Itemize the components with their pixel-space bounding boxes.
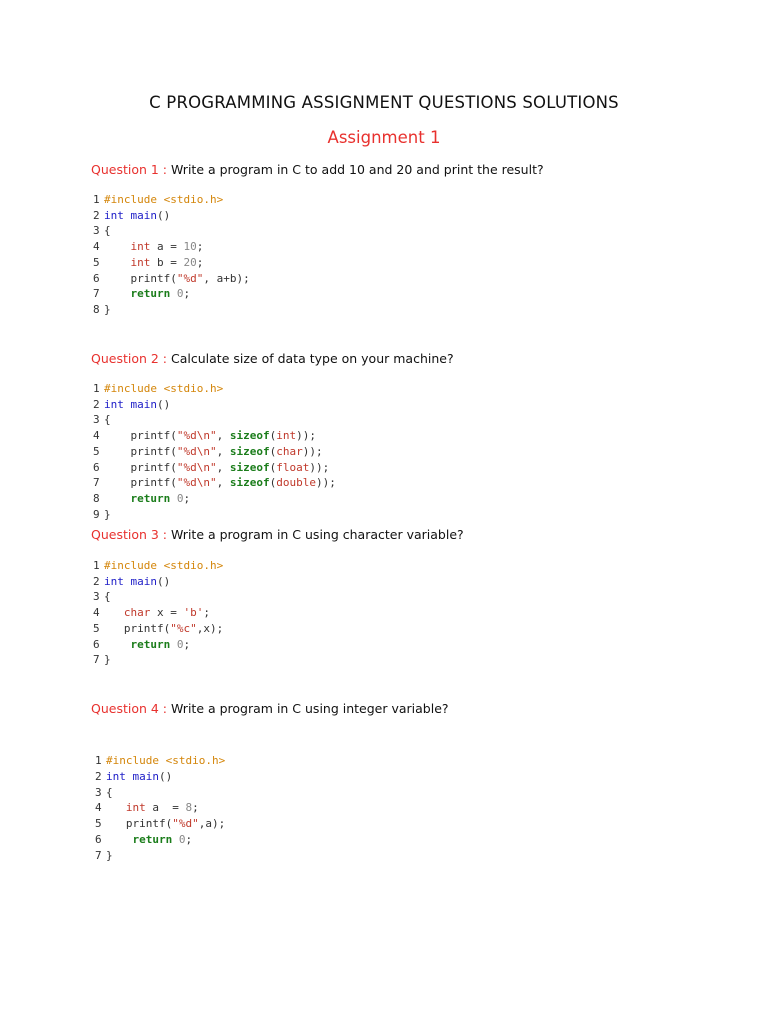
code-token: 10 (183, 240, 197, 254)
code-line (93, 381, 336, 397)
code-token (124, 209, 131, 222)
line-number: 6 (93, 271, 100, 285)
code-token: printf( (106, 817, 173, 831)
line-number: 5 (93, 255, 100, 269)
code-token (104, 240, 131, 253)
code-token: "%d\n" (176, 460, 217, 474)
line-number: 5 (93, 444, 100, 458)
code-token: 8 (185, 801, 193, 815)
code-token: ; (185, 832, 193, 846)
question-1 (91, 162, 544, 177)
line-number: 9 (93, 507, 100, 521)
code-token: ( (269, 476, 277, 490)
code-block-1 (93, 192, 250, 318)
code-token: ,x); (196, 621, 224, 635)
code-token: int (104, 397, 124, 411)
code-token: 0 (178, 832, 186, 846)
code-line (95, 769, 225, 785)
code-token: int (276, 429, 297, 443)
line-number: 1 (93, 559, 100, 572)
code-token: { (104, 590, 111, 604)
line-number: 4 (95, 801, 102, 815)
code-token: ( (269, 429, 277, 443)
code-token: return (130, 491, 171, 505)
question-2-label: Question 2 : (91, 351, 168, 366)
code-token: { (104, 224, 111, 238)
line-number: 6 (95, 832, 102, 846)
code-token: } (104, 653, 111, 667)
code-token: , (216, 460, 230, 474)
code-token: main (130, 574, 157, 588)
code-token: , a+b); (203, 271, 250, 285)
code-token (170, 287, 177, 300)
code-token: ,a); (198, 817, 226, 831)
code-token: int (106, 769, 126, 783)
code-token: , (216, 444, 230, 458)
code-token: printf( (104, 621, 171, 635)
code-line (93, 475, 336, 491)
code-token: int (130, 255, 151, 269)
line-number: 4 (93, 240, 100, 254)
assignment-title: Assignment 1 (327, 128, 441, 147)
code-token: b = (150, 255, 184, 269)
line-number: 2 (93, 397, 100, 411)
code-line (93, 302, 250, 318)
question-4-label: Question 4 : (91, 701, 168, 716)
code-line (93, 605, 223, 621)
code-line (93, 397, 336, 413)
code-line (95, 753, 225, 769)
code-token (104, 256, 131, 269)
code-token: } (106, 848, 113, 862)
code-token: return (132, 832, 173, 846)
code-token: #include <stdio.h> (106, 754, 226, 767)
code-token (104, 638, 131, 651)
line-number: 2 (93, 208, 100, 222)
code-token: printf( (104, 476, 177, 490)
code-token (104, 492, 131, 505)
code-token: } (104, 507, 111, 521)
line-number: 2 (95, 769, 102, 783)
code-line (93, 412, 336, 428)
code-token: "%c" (170, 621, 197, 635)
code-token: sizeof (229, 460, 270, 474)
line-number: 5 (93, 621, 100, 635)
code-token (126, 770, 133, 783)
code-token: char (276, 444, 303, 458)
code-line (93, 208, 250, 224)
document-title: C PROGRAMMING ASSIGNMENT QUESTIONS SOLUTIONS (149, 93, 619, 112)
code-token: "%d\n" (176, 444, 217, 458)
code-token: printf( (104, 271, 177, 285)
code-token: } (104, 302, 111, 316)
code-token: a = (145, 801, 186, 815)
code-token: #include <stdio.h> (104, 382, 224, 395)
code-token (124, 575, 131, 588)
code-line (93, 223, 250, 239)
code-line (93, 460, 336, 476)
code-token: #include <stdio.h> (104, 559, 224, 572)
code-line (93, 652, 223, 668)
code-token: "%d\n" (176, 429, 217, 443)
code-token: ; (196, 240, 204, 254)
code-line (93, 491, 336, 507)
code-token: int (104, 208, 124, 222)
line-number: 2 (93, 574, 100, 588)
code-token: , (216, 429, 230, 443)
question-3-label: Question 3 : (91, 527, 168, 542)
question-2 (91, 351, 454, 366)
code-block-4 (95, 753, 225, 864)
line-number: 4 (93, 606, 100, 620)
code-token: ; (183, 637, 191, 651)
code-block-2 (93, 381, 336, 522)
code-token: )); (302, 444, 323, 458)
code-line (93, 255, 250, 271)
code-token: "%d\n" (176, 476, 217, 490)
code-token: sizeof (229, 429, 270, 443)
code-token (172, 833, 179, 846)
code-token: () (157, 397, 171, 411)
question-3 (91, 527, 464, 542)
code-token: )); (309, 460, 330, 474)
code-line (93, 239, 250, 255)
code-token (170, 492, 177, 505)
line-number: 3 (93, 590, 100, 604)
code-line (93, 637, 223, 653)
code-token (104, 606, 124, 619)
code-line (93, 444, 336, 460)
code-token: ; (183, 287, 191, 301)
code-token: 0 (176, 287, 184, 301)
code-line (95, 848, 225, 864)
code-token: sizeof (229, 476, 270, 490)
code-token: sizeof (229, 444, 270, 458)
code-token: 0 (176, 491, 184, 505)
code-token: ; (192, 801, 199, 815)
code-token: { (104, 413, 111, 427)
code-token: ; (203, 606, 210, 620)
code-token: () (159, 769, 173, 783)
code-token: printf( (104, 444, 177, 458)
line-number: 5 (95, 817, 102, 831)
code-token: int (104, 574, 124, 588)
code-line (93, 621, 223, 637)
code-token: ( (269, 460, 277, 474)
code-token: 'b' (183, 606, 204, 620)
code-token: printf( (104, 429, 177, 443)
code-token: )); (315, 476, 336, 490)
code-line (93, 574, 223, 590)
code-line (93, 192, 250, 208)
code-token: )); (296, 429, 316, 443)
code-token (106, 801, 126, 814)
question-1-label: Question 1 : (91, 162, 168, 177)
line-number: 7 (93, 653, 100, 667)
code-token: int (125, 801, 146, 815)
code-token: () (157, 208, 171, 222)
line-number: 8 (93, 491, 100, 505)
code-line (93, 428, 336, 444)
code-token: main (130, 208, 157, 222)
line-number: 1 (93, 193, 100, 206)
code-token: int (130, 240, 151, 254)
line-number: 3 (93, 224, 100, 238)
code-token: ( (269, 444, 277, 458)
code-token: printf( (104, 460, 177, 474)
code-line (93, 507, 336, 523)
code-line (93, 589, 223, 605)
question-3-text: Write a program in C using character variable? (167, 527, 464, 542)
code-line (93, 558, 223, 574)
line-number: 7 (93, 287, 100, 301)
code-token: return (130, 287, 171, 301)
line-number: 3 (95, 785, 102, 799)
question-1-text: Write a program in C to add 10 and 20 and print the result? (167, 162, 544, 177)
code-line (95, 832, 225, 848)
code-token: float (276, 460, 310, 474)
line-number: 6 (93, 637, 100, 651)
question-4 (91, 701, 449, 716)
code-token: { (106, 785, 113, 799)
code-line (95, 800, 225, 816)
code-token (170, 638, 177, 651)
line-number: 1 (95, 754, 102, 767)
code-token: ; (196, 255, 204, 269)
line-number: 1 (93, 382, 100, 395)
code-token: 0 (176, 637, 184, 651)
line-number: 3 (93, 413, 100, 427)
code-token: double (276, 476, 316, 490)
code-token: "%d" (172, 817, 199, 831)
code-token: char (123, 606, 151, 620)
code-token (106, 833, 133, 846)
code-line (93, 286, 250, 302)
code-token: return (130, 637, 171, 651)
code-line (95, 816, 225, 832)
line-number: 7 (93, 476, 100, 490)
code-token: () (157, 574, 171, 588)
line-number: 8 (93, 302, 100, 316)
code-line (93, 271, 250, 287)
code-token: main (130, 397, 157, 411)
code-token (124, 398, 131, 411)
line-number: 4 (93, 429, 100, 443)
code-block-3 (93, 558, 223, 668)
code-token: "%d" (176, 271, 204, 285)
code-token: a = (150, 240, 184, 254)
code-line (95, 785, 225, 801)
code-token: 20 (183, 255, 197, 269)
code-token (104, 287, 131, 300)
line-number: 7 (95, 848, 102, 862)
code-token: main (132, 769, 159, 783)
question-2-text: Calculate size of data type on your machine? (167, 351, 454, 366)
code-token: ; (183, 491, 191, 505)
code-token: , (216, 476, 230, 490)
code-token: x = (150, 606, 184, 620)
code-token: #include <stdio.h> (104, 193, 224, 206)
line-number: 6 (93, 460, 100, 474)
question-4-text: Write a program in C using integer variable? (167, 701, 449, 716)
